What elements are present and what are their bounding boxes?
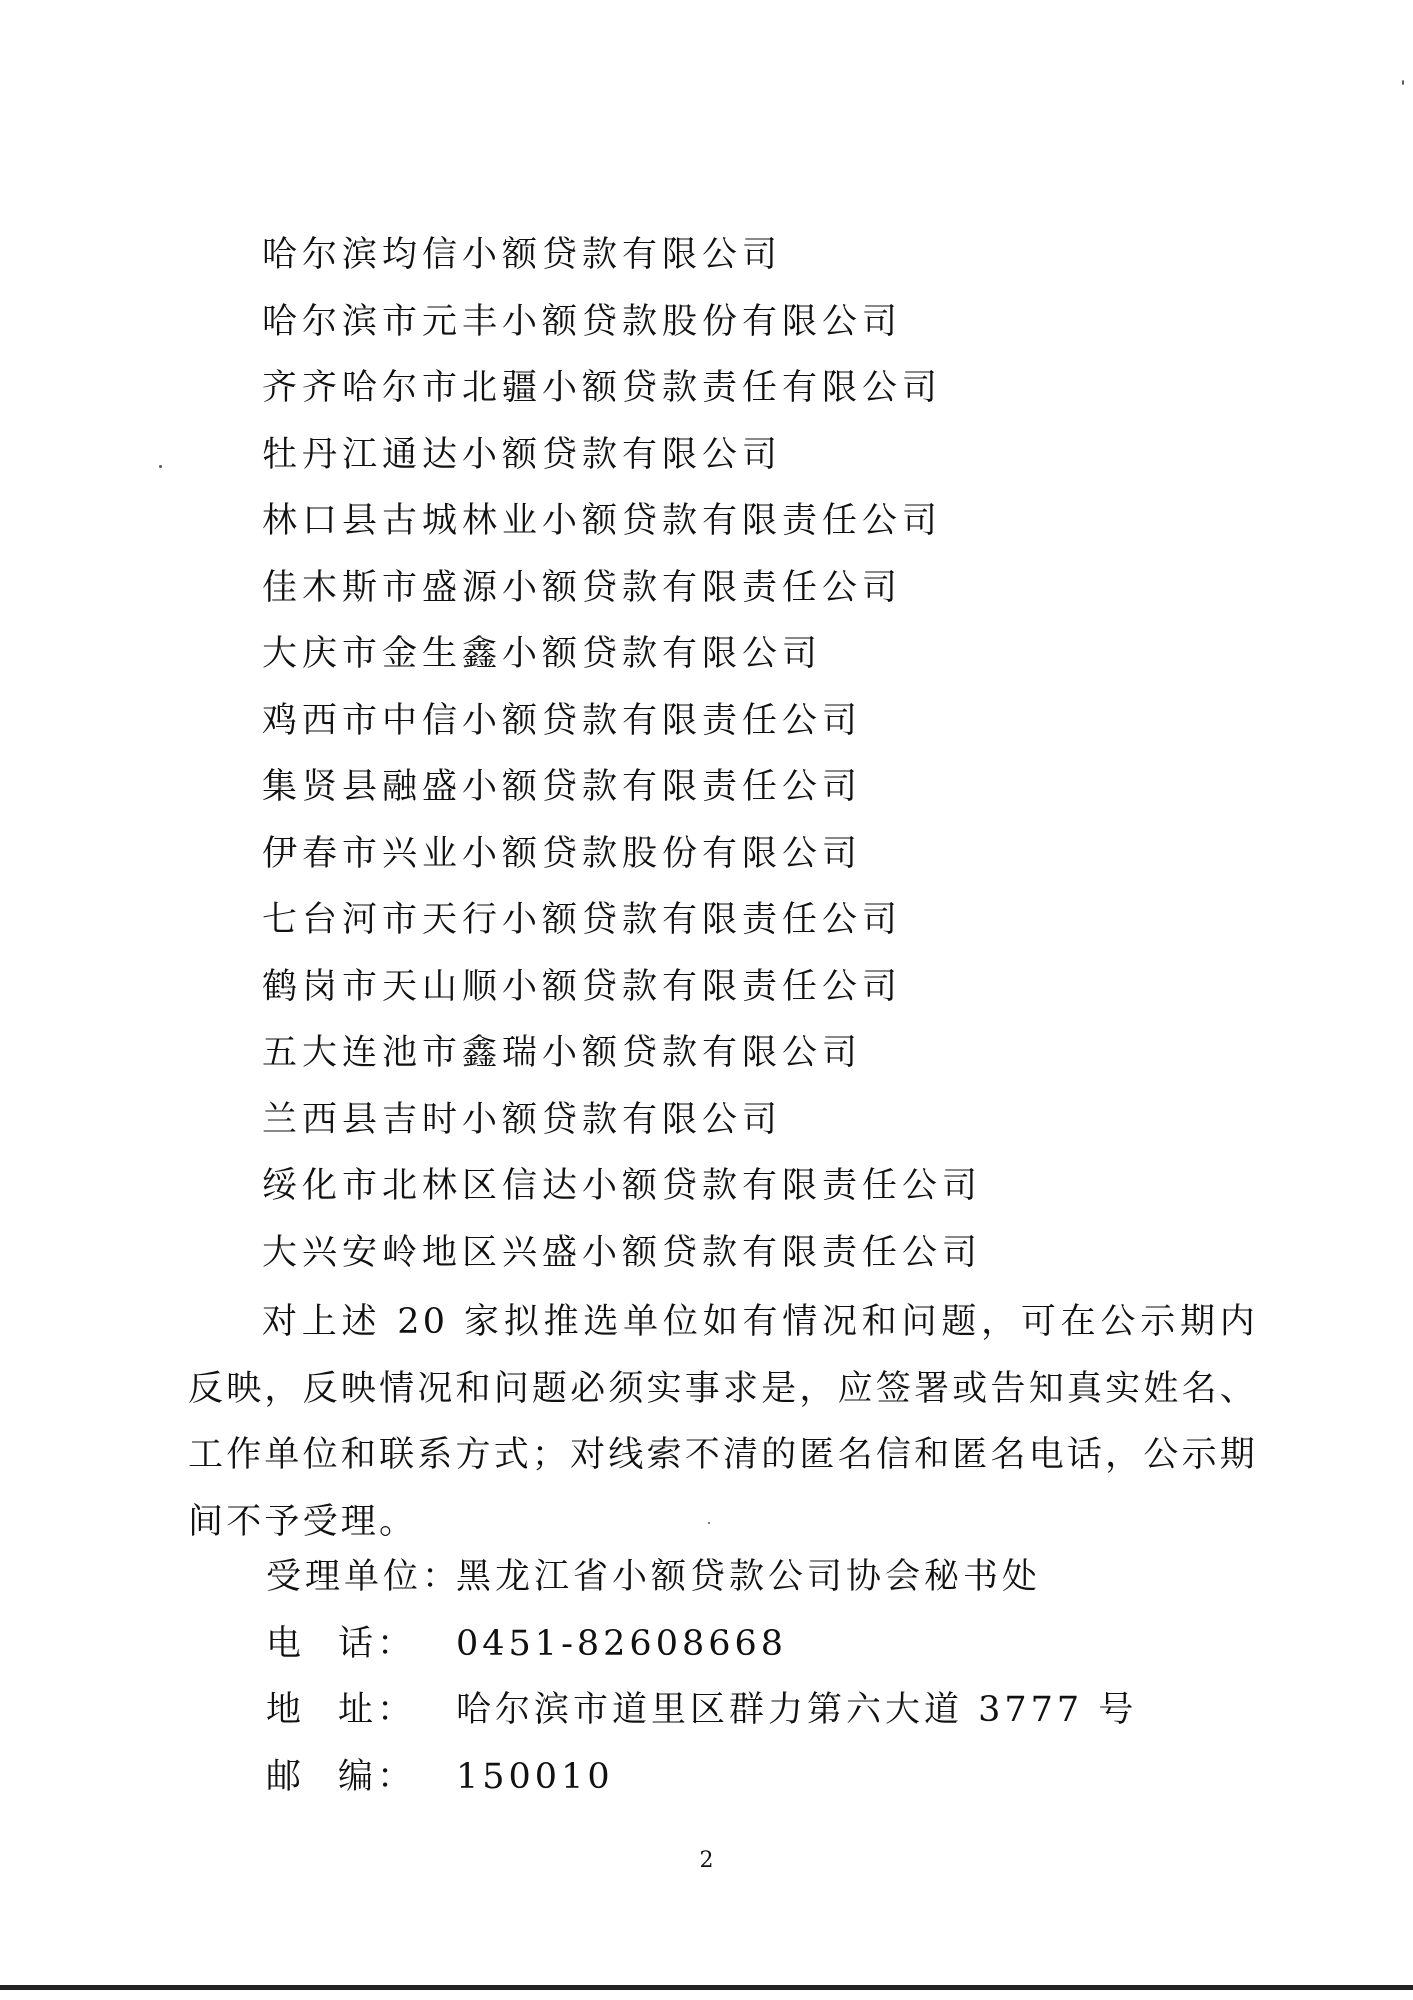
list-item: 哈尔滨均信小额贷款有限公司 xyxy=(262,235,783,275)
contact-block xyxy=(266,1544,1137,1810)
list-item: 兰西县吉时小额贷款有限公司 xyxy=(262,1099,783,1140)
contact-address-value: 哈尔滨市道里区群力第六大道 3777 号 xyxy=(456,1690,1138,1730)
contact-address-label-part: 址： xyxy=(337,1690,416,1730)
page-number: 2 xyxy=(699,1848,714,1873)
contact-unit-value: 黑龙江省小额贷款公司协会秘书处 xyxy=(456,1557,1042,1597)
scan-speck xyxy=(1402,80,1404,85)
list-item: 集贤县融盛小额贷款有限责任公司 xyxy=(262,767,863,807)
list-item: 大庆市金生鑫小额贷款有限公司 xyxy=(262,634,823,674)
contact-address-label-part: 地 xyxy=(266,1690,306,1730)
contact-phone-label-part: 话： xyxy=(337,1623,416,1664)
contact-postcode-value: 150010 xyxy=(456,1756,614,1797)
contact-phone-label-part: 电 xyxy=(266,1623,306,1664)
list-item: 林口县古城林业小额贷款有限责任公司 xyxy=(262,501,943,541)
contact-unit-label: 受理单位： xyxy=(266,1557,462,1597)
list-item: 佳木斯市盛源小额贷款有限责任公司 xyxy=(262,567,903,608)
contact-unit-row xyxy=(266,1544,1137,1611)
bottom-rule xyxy=(0,1985,1413,1990)
list-item: 伊春市兴业小额贷款股份有限公司 xyxy=(262,833,863,874)
contact-postcode-row xyxy=(266,1744,1137,1811)
contact-postcode-label-part: 邮 xyxy=(266,1756,306,1797)
company-list xyxy=(262,222,982,1286)
scan-speck xyxy=(159,465,162,468)
list-item: 绥化市北林区信达小额贷款有限责任公司 xyxy=(262,1166,983,1206)
notice-paragraph: 对上述 20 家拟推选单位如有情况和问题，可在公示期内反映，反映情况和问题必须实事求是，应签署或告知真实姓名、工作单位和联系方式；对线索不清的匿名信和匿名电话，公示期间不予受理。 xyxy=(188,1302,1258,1542)
list-item: 鸡西市中信小额贷款有限责任公司 xyxy=(262,700,863,741)
contact-phone-label xyxy=(266,1611,416,1678)
scan-speck xyxy=(708,1522,710,1524)
list-item: 齐齐哈尔市北疆小额贷款责任有限公司 xyxy=(262,368,943,408)
list-item: 五大连池市鑫瑞小额贷款有限公司 xyxy=(262,1033,863,1073)
contact-address-row xyxy=(266,1677,1137,1744)
list-item: 鹤岗市天山顺小额贷款有限责任公司 xyxy=(262,966,903,1007)
contact-postcode-label-part: 编： xyxy=(337,1756,416,1797)
contact-postcode-label xyxy=(266,1744,416,1811)
contact-address-label xyxy=(266,1677,416,1744)
list-item: 哈尔滨市元丰小额贷款股份有限公司 xyxy=(262,301,903,342)
contact-phone-value: 0451-82608668 xyxy=(456,1623,788,1664)
list-item: 大兴安岭地区兴盛小额贷款有限责任公司 xyxy=(262,1232,983,1273)
list-item: 七台河市天行小额贷款有限责任公司 xyxy=(262,900,903,940)
list-item: 牡丹江通达小额贷款有限公司 xyxy=(262,434,783,475)
contact-phone-row xyxy=(266,1611,1137,1678)
